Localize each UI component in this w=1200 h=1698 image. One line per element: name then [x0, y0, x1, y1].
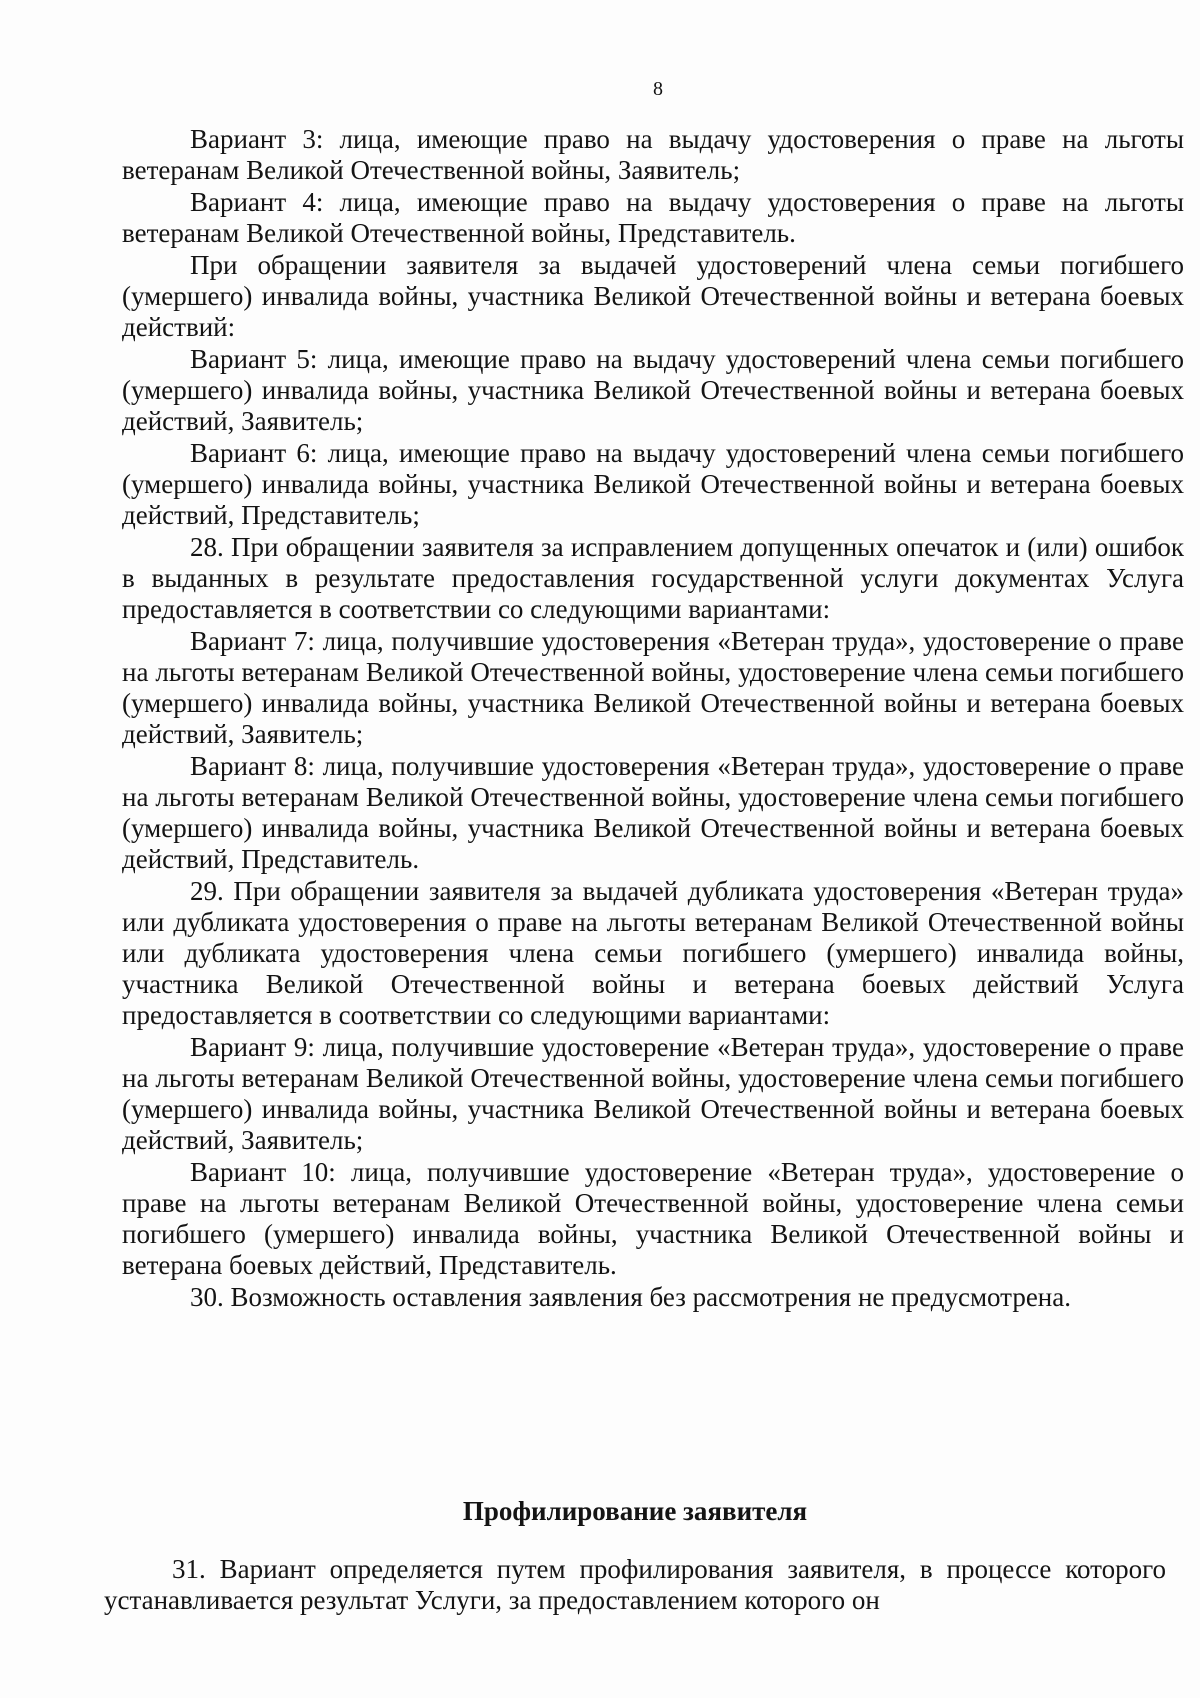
paragraph-variant-9: Вариант 9: лица, получившие удостоверение «Ветеран труда», удостоверение о праве на льготы ветеранам Великой Отечественной войны, удостоверение члена семьи погибшего (умершего) инвалида войны, участника Великой Отечественной войны и ветерана боевых действий, Заявитель;	[122, 1032, 1184, 1155]
section-heading: Профилирование заявителя	[462, 1496, 808, 1526]
page-number: 8	[653, 78, 663, 100]
paragraph-variant-6: Вариант 6: лица, имеющие право на выдачу удостоверений члена семьи погибшего (умершего) инвалида войны, участника Великой Отечественной войны и ветерана боевых действий, Представитель;	[122, 438, 1184, 530]
paragraph-variant-4: Вариант 4: лица, имеющие право на выдачу удостоверения о праве на льготы ветеранам Великой Отечественной войны, Представитель.	[122, 187, 1184, 248]
document-body	[122, 124, 1184, 1314]
paragraph-variant-5: Вариант 5: лица, имеющие право на выдачу удостоверений члена семьи погибшего (умершего) инвалида войны, участника Великой Отечественной войны и ветерана боевых действий, Заявитель;	[122, 344, 1184, 436]
paragraph-item-28: 28. При обращении заявителя за исправлением допущенных опечаток и (или) ошибок в выданных в результате предоставления государственной услуги документах Услуга предоставляется в соответствии со следующими вариантами:	[122, 532, 1184, 624]
paragraph-family-intro: При обращении заявителя за выдачей удостоверений члена семьи погибшего (умершего) инвалида войны, участника Великой Отечественной войны и ветерана боевых действий:	[122, 250, 1184, 342]
paragraph-item-30: 30. Возможность оставления заявления без рассмотрения не предусмотрена.	[190, 1282, 1071, 1312]
paragraph-item-31: 31. Вариант определяется путем профилирования заявителя, в процессе которого устанавливается результат Услуги, за предоставлением которого он	[104, 1554, 1166, 1615]
paragraph-variant-8: Вариант 8: лица, получившие удостоверения «Ветеран труда», удостоверение о праве на льготы ветеранам Великой Отечественной войны, удостоверение члена семьи погибшего (умершего) инвалида войны, участника Великой Отечественной войны и ветерана боевых действий, Представитель.	[122, 751, 1184, 874]
paragraph-item-29: 29. При обращении заявителя за выдачей дубликата удостоверения «Ветеран труда» или дубликата удостоверения о праве на льготы ветеранам Великой Отечественной войны или дубликата удостоверения члена семьи погибшего (умершего) инвалида войны, участника Великой Отечественной войны и ветерана боевых действий Услуга предоставляется в соответствии со следующими вариантами:	[122, 876, 1184, 1030]
section-body	[104, 1554, 1166, 1616]
paragraph-variant-3: Вариант 3: лица, имеющие право на выдачу удостоверения о праве на льготы ветеранам Великой Отечественной войны, Заявитель;	[122, 124, 1184, 185]
paragraph-variant-7: Вариант 7: лица, получившие удостоверения «Ветеран труда», удостоверение о праве на льготы ветеранам Великой Отечественной войны, удостоверение члена семьи погибшего (умершего) инвалида войны, участника Великой Отечественной войны и ветерана боевых действий, Заявитель;	[122, 626, 1184, 749]
paragraph-variant-10: Вариант 10: лица, получившие удостоверение «Ветеран труда», удостоверение о праве на льготы ветеранам Великой Отечественной войны, удостоверение члена семьи погибшего (умершего) инвалида войны, участника Великой Отечественной войны и ветерана боевых действий, Представитель.	[122, 1157, 1184, 1280]
